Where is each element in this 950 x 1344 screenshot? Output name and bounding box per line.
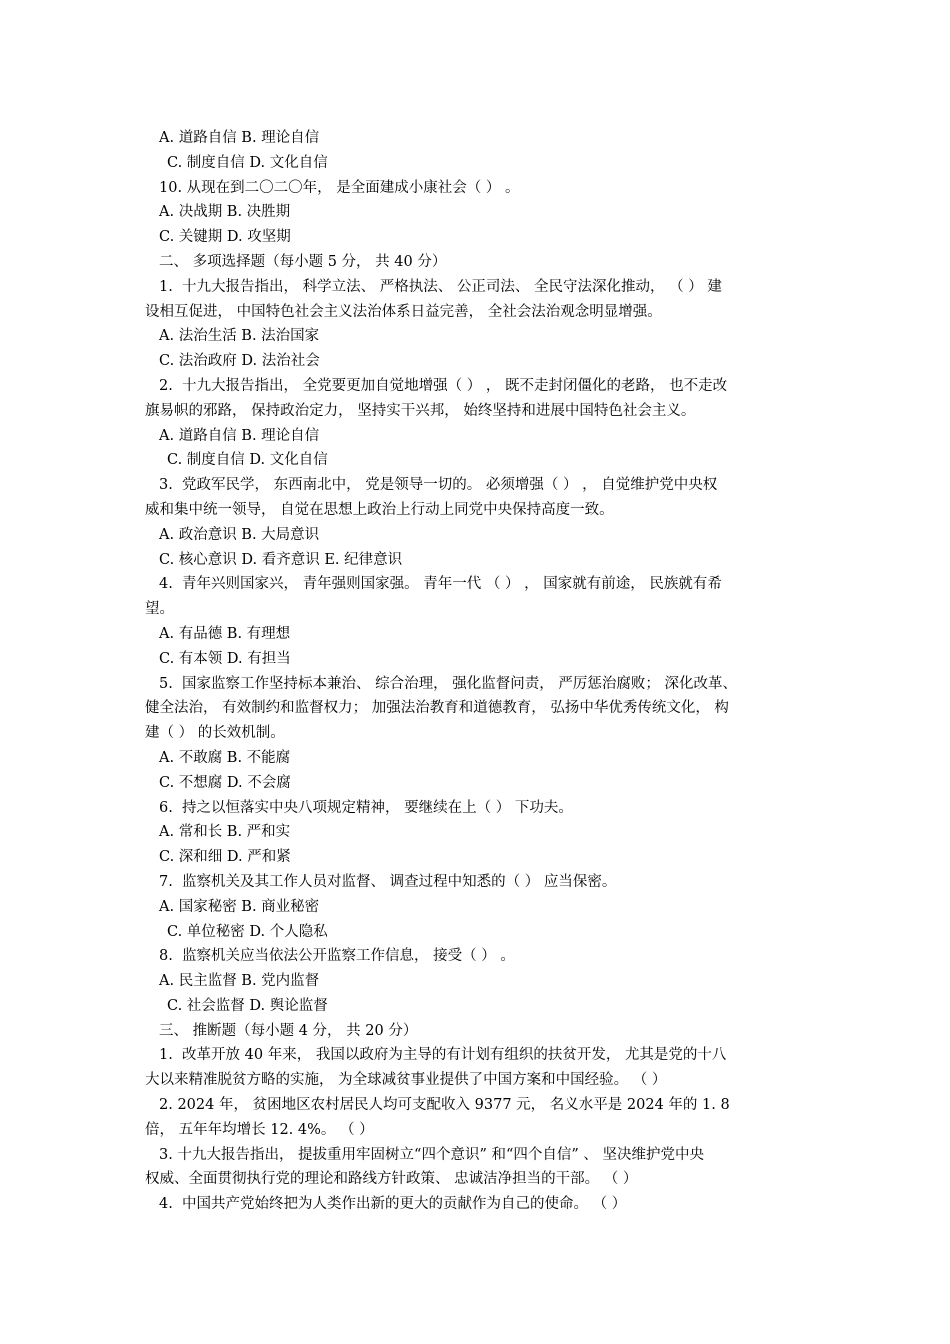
- question-continuation: 健全法治， 有效制约和监督权力； 加强法治教育和道德教育， 弘扬中华优秀传统文化， 构: [145, 700, 729, 717]
- question-line: 8. 监察机关应当依法公开监察工作信息， 接受（ ） 。: [159, 948, 515, 965]
- answer-options: A. 道路自信 B. 理论自信: [159, 427, 320, 444]
- question-continuation: 建（ ） 的长效机制。: [145, 725, 285, 742]
- question-line: 5. 国家监察工作坚持标本兼治、 综合治理， 强化监督问责， 严厉惩治腐败； 深化改革、: [159, 675, 737, 692]
- section-heading: 三、 推断题（每小题 4 分， 共 20 分）: [159, 1022, 418, 1039]
- question-continuation: 设相互促进， 中国特色社会主义法治体系日益完善， 全社会法治观念明显增强。: [145, 303, 662, 320]
- question-line: 6. 持之以恒落实中央八项规定精神， 要继续在上（ ） 下功夫。: [159, 799, 573, 816]
- answer-options: A. 决战期 B. 决胜期: [159, 204, 291, 221]
- question-continuation: 大以来精准脱贫方略的实施， 为全球减贫事业提供了中国方案和中国经验。 （ ）: [145, 1072, 667, 1089]
- answer-options: C. 社会监督 D. 舆论监督: [167, 997, 328, 1014]
- question-continuation: 旗易帜的邪路， 保持政治定力， 坚持实干兴邦， 始终坚持和进展中国特色社会主义。: [145, 402, 696, 419]
- question-line: 7. 监察机关及其工作人员对监督、 调查过程中知悉的（ ） 应当保密。: [159, 873, 617, 890]
- section-heading: 二、 多项选择题（每小题 5 分， 共 40 分）: [159, 253, 447, 270]
- question-line: 3. 十九大报告指出， 提拔重用牢固树立“四个意识” 和“四个自信” 、 坚决维护党中央: [159, 1146, 705, 1163]
- answer-options: C. 制度自信 D. 文化自信: [167, 452, 328, 469]
- document-body: [145, 126, 815, 1217]
- answer-options: A. 民主监督 B. 党内监督: [159, 973, 320, 990]
- answer-options: A. 国家秘密 B. 商业秘密: [159, 898, 320, 915]
- question-line: 10. 从现在到二〇二〇年， 是全面建成小康社会（ ） 。: [159, 179, 520, 196]
- question-continuation: 望。: [145, 601, 174, 618]
- answer-options: A. 法治生活 B. 法治国家: [159, 328, 320, 345]
- question-continuation: 倍， 五年年均增长 12. 4%。 （ ）: [145, 1121, 374, 1138]
- answer-options: A. 常和长 B. 严和实: [159, 824, 291, 841]
- answer-options: A. 政治意识 B. 大局意识: [159, 526, 320, 543]
- question-line: 2. 2024 年， 贫困地区农村居民人均可支配收入 9377 元， 名义水平是 2024 年的 1. 8: [159, 1097, 730, 1114]
- answer-options: A. 道路自信 B. 理论自信: [159, 130, 320, 146]
- question-line: 2. 十九大报告指出， 全党要更加自觉地增强（ ） ， 既不走封闭僵化的老路， 也不走改: [159, 377, 728, 394]
- question-line: 4. 青年兴则国家兴， 青年强则国家强。 青年一代 （ ） ， 国家就有前途， 民族就有希: [159, 576, 722, 593]
- answer-options: A. 不敢腐 B. 不能腐: [159, 749, 291, 766]
- question-continuation: 威和集中统一领导， 自觉在思想上政治上行动上同党中央保持高度一致。: [145, 501, 614, 518]
- answer-options: C. 单位秘密 D. 个人隐私: [167, 923, 328, 940]
- answer-options: C. 不想腐 D. 不会腐: [159, 774, 291, 791]
- question-line: 1. 十九大报告指出， 科学立法、 严格执法、 公正司法、 全民守法深化推动， （ ） 建: [159, 278, 722, 295]
- answer-options: C. 核心意识 D. 看齐意识 E. 纪律意识: [159, 551, 403, 568]
- question-line: 4. 中国共产党始终把为人类作出新的更大的贡献作为自己的使命。 （ ）: [159, 1196, 627, 1213]
- answer-options: C. 制度自信 D. 文化自信: [167, 154, 328, 171]
- question-line: 1. 改革开放 40 年来， 我国以政府为主导的有计划有组织的扶贫开发， 尤其是党的十八: [159, 1047, 727, 1064]
- answer-options: C. 关键期 D. 攻坚期: [159, 229, 291, 246]
- answer-options: C. 深和细 D. 严和紧: [159, 849, 291, 866]
- answer-options: C. 有本领 D. 有担当: [159, 650, 291, 667]
- answer-options: C. 法治政府 D. 法治社会: [159, 353, 320, 370]
- answer-options: A. 有品德 B. 有理想: [159, 625, 291, 642]
- question-line: 3. 党政军民学， 东西南北中， 党是领导一切的。 必须增强（ ） ， 自觉维护党中央权: [159, 477, 718, 494]
- question-continuation: 权威、全面贯彻执行党的理论和路线方针政策、 忠诚洁净担当的干部。 （ ）: [145, 1171, 638, 1188]
